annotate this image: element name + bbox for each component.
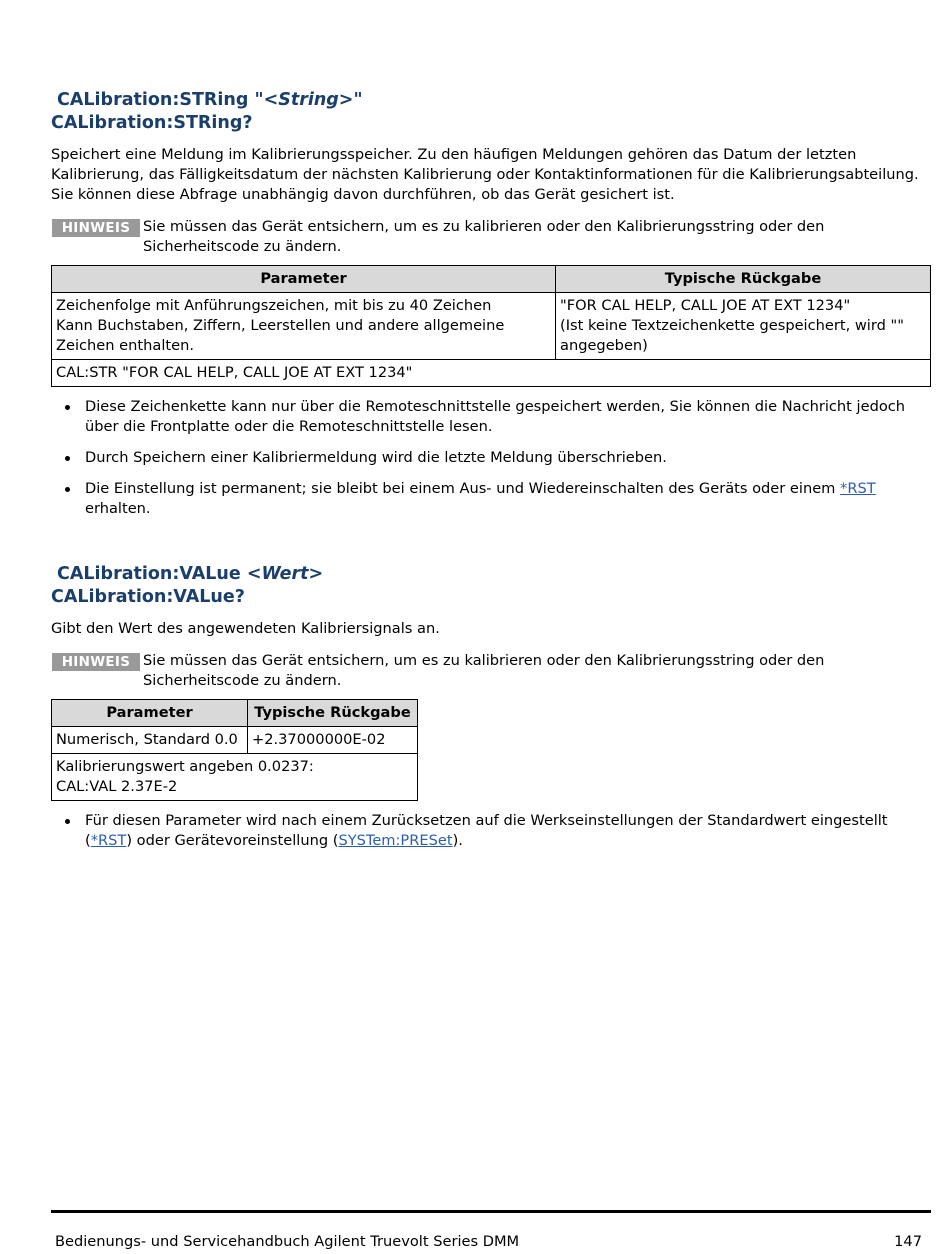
- table-header-parameter: Parameter: [52, 266, 556, 293]
- parameter-table: [51, 265, 931, 387]
- bullet-icon: [65, 405, 70, 410]
- description: Speichert eine Meldung im Kalibrierungsspeicher. Zu den häufigen Meldungen gehören das Datum der letzten Kalibrierung, das Fälligkeitsdatum der nächsten Kalibrierung oder Kontaktinformationen für die Kalibrierungsabteilung. Sie können diese Abfrage unabhängig davon durchführen, ob das Gerät gesichert ist.: [51, 146, 919, 203]
- bullet-text: Durch Speichern einer Kalibriermeldung wird die letzte Meldung überschrieben.: [85, 449, 667, 466]
- example-line: CAL:VAL 2.37E-2: [56, 778, 178, 795]
- table-row: [52, 754, 418, 801]
- parameter-table: [51, 699, 418, 801]
- bullet-text: ).: [452, 832, 463, 849]
- heading-cal-string: [51, 89, 931, 112]
- bullet-icon: [65, 456, 70, 461]
- table-header-parameter: Parameter: [52, 700, 248, 727]
- bullet-list: [51, 811, 931, 851]
- table-header-return: Typische Rückgabe: [556, 266, 931, 293]
- heading-command: CALibration:STRing ": [57, 90, 264, 110]
- heading-command: CALibration:VALue: [57, 564, 247, 584]
- bullet-text: ) oder Gerätevoreinstellung (: [126, 832, 339, 849]
- bullet-text: Diese Zeichenkette kann nur über die Remoteschnittstelle gespeichert werden, Sie können die Nachricht jedoch über die Frontplatte oder die Remoteschnittstelle lesen.: [85, 398, 906, 435]
- note-text: Sie müssen das Gerät entsichern, um es zu kalibrieren oder den Kalibrierungsstring oder den Sicherheitscode zu ändern.: [143, 218, 825, 255]
- heading-parameter: <String>: [263, 90, 354, 110]
- footer-title: Bedienungs- und Servicehandbuch Agilent Truevolt Series DMM: [55, 1233, 520, 1250]
- table-row: [52, 727, 418, 754]
- footer-divider: [51, 1210, 931, 1213]
- heading-cal-value-query: CALibration:VALue?: [51, 587, 245, 607]
- table-row: [52, 293, 931, 360]
- rst-link[interactable]: *RST: [90, 832, 127, 849]
- bullet-icon: [65, 819, 70, 824]
- example-cell: [52, 754, 418, 801]
- example-cell: CAL:STR "FOR CAL HELP, CALL JOE AT EXT 1234": [52, 360, 931, 387]
- example-line: Kalibrierungswert angeben 0.0237:: [56, 758, 314, 775]
- parameter-line: Kann Buchstaben, Ziffern, Leerstellen und andere allgemeine Zeichen enthalten.: [56, 317, 505, 354]
- list-item: [51, 479, 931, 519]
- return-line: "FOR CAL HELP, CALL JOE AT EXT 1234": [560, 297, 851, 314]
- bullet-text: Für diesen Parameter wird nach einem Zurücksetzen auf die Werkseinstellungen der Standardwert eingestellt (: [85, 812, 888, 849]
- note-box: [51, 217, 931, 257]
- description: Gibt den Wert des angewendeten Kalibriersignals an.: [51, 620, 440, 637]
- note-box: [51, 651, 931, 691]
- heading-cal-value: [51, 563, 931, 586]
- heading-suffix: ": [353, 90, 363, 110]
- bullet-text: erhalten.: [85, 500, 151, 517]
- parameter-line: Zeichenfolge mit Anführungszeichen, mit bis zu 40 Zeichen: [56, 297, 492, 314]
- bullet-icon: [65, 487, 70, 492]
- note-badge: HINWEIS: [52, 219, 140, 237]
- return-cell: +2.37000000E-02: [248, 727, 418, 754]
- parameter-cell: Numerisch, Standard 0.0: [52, 727, 248, 754]
- return-line: (Ist keine Textzeichenkette gespeichert, wird "" angegeben): [560, 317, 904, 354]
- list-item: [51, 397, 931, 437]
- note-badge: HINWEIS: [52, 653, 140, 671]
- heading-cal-string-query: CALibration:STRing?: [51, 113, 253, 133]
- bullet-text: Die Einstellung ist permanent; sie bleibt bei einem Aus- und Wiedereinschalten des Geräts oder einem: [85, 480, 841, 497]
- rst-link[interactable]: *RST: [840, 480, 876, 497]
- system-preset-link[interactable]: SYSTem:PRESet: [338, 832, 453, 849]
- list-item: [51, 448, 931, 468]
- list-item: [51, 811, 931, 851]
- return-cell: [556, 293, 931, 360]
- section-cal-string: [51, 89, 931, 519]
- bullet-list: [51, 397, 931, 519]
- table-header-return: Typische Rückgabe: [248, 700, 418, 727]
- note-text: Sie müssen das Gerät entsichern, um es zu kalibrieren oder den Kalibrierungsstring oder den Sicherheitscode zu ändern.: [143, 652, 825, 689]
- page-number: 147: [894, 1233, 922, 1250]
- heading-parameter: <Wert>: [246, 564, 324, 584]
- section-cal-value: [51, 563, 931, 851]
- table-row: [52, 360, 931, 387]
- parameter-cell: [52, 293, 556, 360]
